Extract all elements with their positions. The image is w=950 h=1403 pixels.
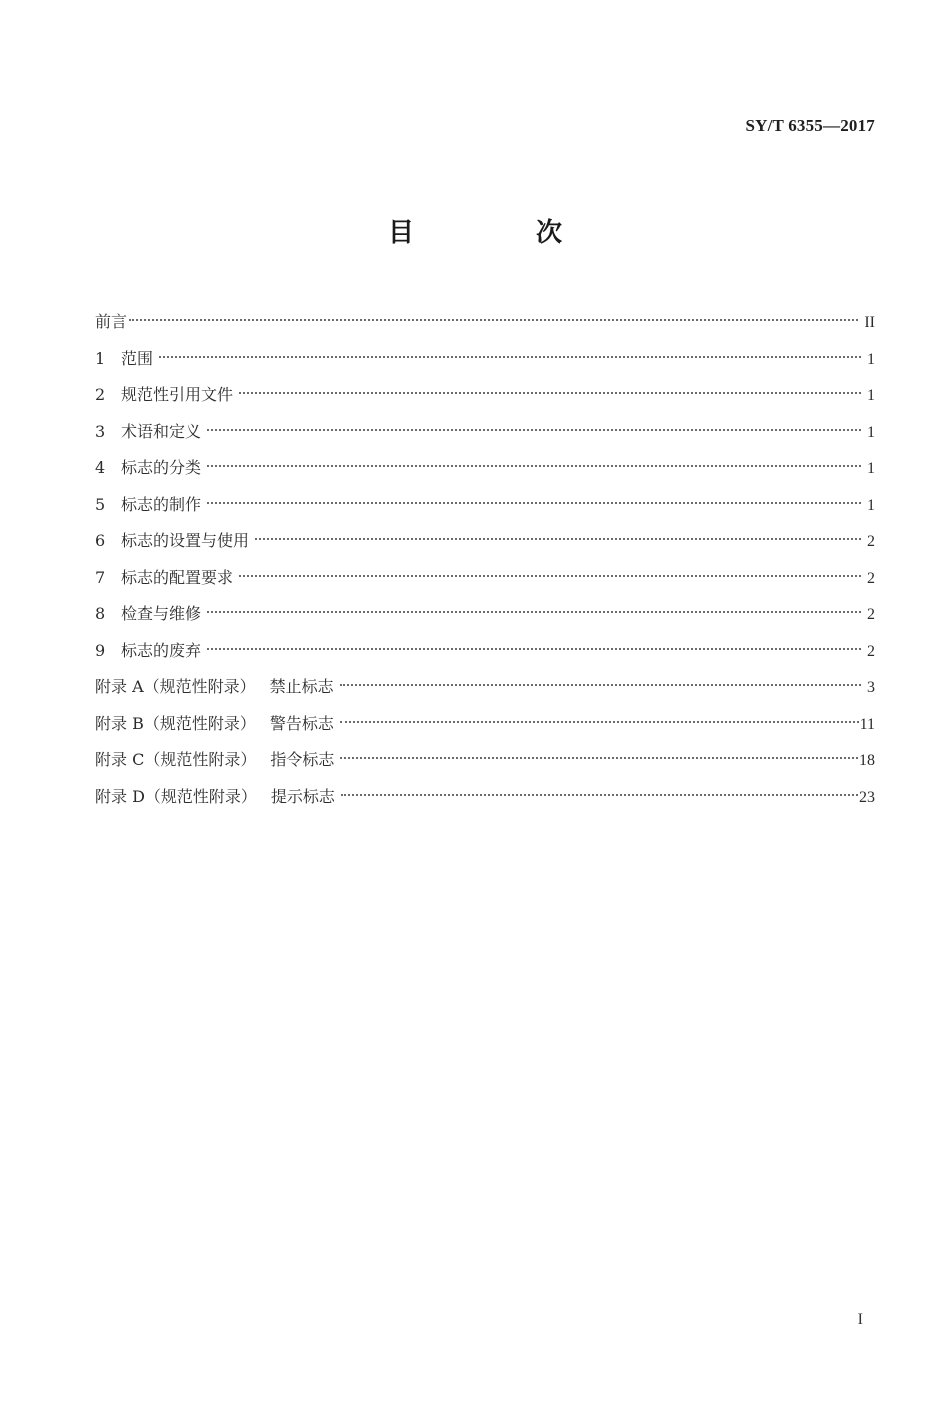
- toc-entry-text: 术语和定义: [121, 421, 202, 441]
- toc-leader-dots: [340, 721, 859, 723]
- toc-entry-7[interactable]: [95, 566, 875, 603]
- toc-entry-foreword[interactable]: [95, 310, 875, 347]
- toc-entry-label: [95, 383, 233, 407]
- toc-entry-appendix-c[interactable]: [95, 748, 875, 785]
- toc-entry-label: [95, 748, 334, 772]
- toc-entry-label: [95, 712, 334, 736]
- table-of-contents: [95, 310, 875, 821]
- toc-entry-label: [95, 785, 335, 809]
- toc-entry-text: 规范性引用文件: [121, 385, 234, 404]
- toc-entry-page: 1: [867, 423, 875, 441]
- toc-leader-dots: [207, 429, 861, 431]
- toc-entry-page: 3: [867, 679, 875, 696]
- toc-entry-text: 标志的制作: [121, 494, 202, 514]
- toc-appendix-heading: 附录 D（规范性附录）: [95, 786, 257, 806]
- toc-entry-4[interactable]: [95, 456, 875, 493]
- toc-entry-label: [95, 639, 201, 663]
- toc-entry-text: 标志的废弃: [121, 640, 202, 660]
- toc-entry-text: 检查与维修: [121, 604, 202, 623]
- toc-entry-label: [95, 675, 334, 699]
- toc-entry-label: [95, 529, 249, 553]
- toc-entry-number: 6: [95, 531, 106, 550]
- toc-entry-appendix-b[interactable]: [95, 712, 875, 749]
- toc-entry-page: 18: [859, 752, 875, 769]
- toc-leader-dots: [207, 648, 861, 650]
- toc-entry-number: 4: [95, 458, 106, 477]
- toc-entry-number: 9: [95, 640, 106, 660]
- toc-appendix-heading: 附录 C（规范性附录）: [95, 750, 257, 769]
- toc-entry-page: 11: [859, 715, 875, 733]
- toc-leader-dots: [207, 465, 861, 467]
- toc-leader-dots: [340, 684, 861, 686]
- toc-leader-dots: [129, 319, 858, 321]
- toc-entry-page: 2: [867, 606, 875, 623]
- toc-entry-label: [95, 602, 201, 626]
- toc-leader-dots: [340, 757, 858, 759]
- toc-entry-page: 2: [867, 642, 875, 660]
- toc-appendix-title: 提示标志: [270, 786, 335, 806]
- toc-appendix-heading: 附录 A（规范性附录）: [95, 677, 256, 696]
- toc-entry-number: 7: [95, 567, 106, 587]
- toc-appendix-heading: 附录 B（规范性附录）: [95, 713, 256, 733]
- toc-entry-8[interactable]: [95, 602, 875, 639]
- toc-entry-page: 1: [867, 350, 875, 368]
- toc-appendix-title: 警告标志: [269, 713, 334, 733]
- toc-entry-1[interactable]: [95, 347, 875, 384]
- toc-entry-page: 1: [867, 387, 875, 404]
- toc-entry-label: 前言: [95, 312, 128, 331]
- standard-code: SY/T 6355—2017: [745, 116, 875, 135]
- toc-entry-appendix-a[interactable]: [95, 675, 875, 712]
- toc-entry-2[interactable]: [95, 383, 875, 420]
- toc-entry-number: 3: [95, 421, 106, 441]
- toc-leader-dots: [239, 575, 861, 577]
- toc-appendix-title: 禁止标志: [269, 677, 334, 696]
- toc-entry-page: 23: [859, 788, 875, 806]
- toc-entry-page: 1: [867, 460, 875, 477]
- toc-leader-dots: [255, 538, 861, 540]
- toc-entry-label: [95, 566, 233, 590]
- toc-entry-6[interactable]: [95, 529, 875, 566]
- toc-entry-9[interactable]: [95, 639, 875, 676]
- toc-entry-page: 2: [867, 569, 875, 587]
- toc-leader-dots: [207, 502, 861, 504]
- toc-appendix-title: 指令标志: [270, 750, 335, 769]
- toc-entry-text: 标志的设置与使用: [121, 531, 250, 550]
- toc-entry-page: 2: [867, 533, 875, 550]
- toc-entry-5[interactable]: [95, 493, 875, 530]
- toc-leader-dots: [207, 611, 861, 613]
- toc-entry-label: [95, 347, 153, 371]
- toc-entry-page: 1: [867, 496, 875, 514]
- toc-entry-text: 范围: [121, 348, 154, 368]
- toc-entry-label: [95, 420, 201, 444]
- toc-entry-text: 标志的配置要求: [121, 567, 234, 587]
- toc-entry-text: 标志的分类: [121, 458, 202, 477]
- toc-leader-dots: [239, 392, 861, 394]
- toc-entry-number: 5: [95, 494, 106, 514]
- toc-entry-label: [95, 456, 201, 480]
- toc-leader-dots: [159, 356, 861, 358]
- toc-entry-label: [95, 493, 201, 517]
- toc-entry-number: 2: [95, 385, 106, 404]
- toc-entry-3[interactable]: [95, 420, 875, 457]
- toc-entry-page: II: [864, 314, 875, 331]
- page-number: I: [857, 1311, 863, 1328]
- toc-entry-number: 1: [95, 348, 106, 368]
- toc-leader-dots: [341, 794, 858, 796]
- toc-title: 目 次: [387, 218, 610, 248]
- toc-entry-number: 8: [95, 604, 106, 623]
- toc-entry-appendix-d[interactable]: [95, 785, 875, 822]
